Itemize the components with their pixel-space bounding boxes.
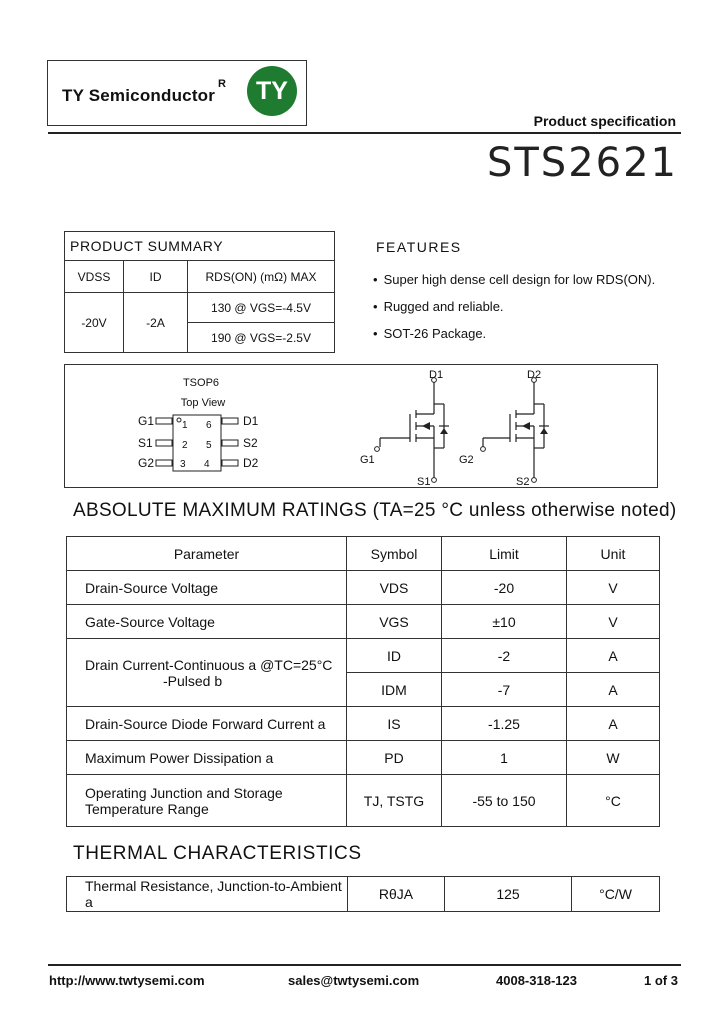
package-diagram [64,364,658,488]
limit-cell: -2 [442,639,567,673]
pin-lead [156,460,172,466]
header-unit: Unit [567,537,660,571]
pin-lead [222,418,238,424]
header-symbol: Symbol [347,537,442,571]
header-divider [48,132,681,134]
abs-max-title: ABSOLUTE MAXIMUM RATINGS (TA=25 °C unless otherwise noted) [73,500,677,521]
package-view: Top View [180,397,226,409]
vdss-value: -20V [65,293,124,353]
mosfet-1-diode [440,428,448,434]
param-cell: Drain-Source Diode Forward Current a [67,707,347,741]
product-summary-table [64,231,335,353]
table-row [67,707,660,741]
symbol-cell: IS [347,707,442,741]
feature-item: • SOT-26 Package. [373,320,655,347]
rds-value-1: 130 @ VGS=-4.5V [188,293,335,323]
col-rds: RDS(ON) (mΩ) MAX [188,261,335,293]
limit-cell: -55 to 150 [442,775,567,827]
symbol-cell: VGS [347,605,442,639]
pin-lead [222,460,238,466]
limit-cell: -7 [442,673,567,707]
param-line: Operating Junction and Storage [85,784,283,801]
limit-cell: 1 [442,741,567,775]
pin-number: 2 [182,440,188,451]
product-summary-title: PRODUCT SUMMARY [65,232,335,261]
param-cell: Gate-Source Voltage [67,605,347,639]
symbol-cell: VDS [347,571,442,605]
unit-cell: A [567,639,660,673]
limit-cell: -20 [442,571,567,605]
pin-number: 4 [204,459,210,470]
pin-label: S1 [138,436,153,450]
table-row [67,775,660,827]
pin-number: 6 [206,420,212,431]
param-line: -Pulsed b [163,672,223,689]
table-row [67,571,660,605]
features-title: FEATURES [376,239,462,255]
unit-cell: W [567,741,660,775]
company-logo: TY [247,66,297,116]
mosfet-1-symbol [380,382,449,478]
footer-divider [48,964,681,966]
node-s2 [532,478,537,483]
unit-cell: A [567,707,660,741]
pin-number: 3 [180,459,186,470]
thermal-title: THERMAL CHARACTERISTICS [73,843,362,864]
abs-max-table [66,536,660,827]
part-number: STS2621 [486,140,678,186]
footer-url[interactable]: http://www.twtysemi.com [49,973,205,988]
mosfet-1-arrow [422,422,430,430]
rds-value-2: 190 @ VGS=-2.5V [188,323,335,353]
param-cell: Drain-Source Voltage [67,571,347,605]
table-row [67,639,660,673]
param-line: Drain Current-Continuous a @TC=25°C [85,656,333,673]
param-cell [67,775,347,827]
label-g1: G1 [360,454,375,466]
feature-item: • Super high dense cell design for low RDS(ON). [373,266,655,293]
param-cell [67,639,347,707]
node-s1 [432,478,437,483]
mosfet-2-symbol [483,382,549,478]
company-name: TY Semiconductor [62,86,216,105]
limit-cell: ±10 [442,605,567,639]
unit-cell: °C/W [572,877,660,912]
pin-label: D2 [243,456,259,470]
pin-number: 5 [206,440,212,451]
table-row [67,741,660,775]
limit-cell: -1.25 [442,707,567,741]
symbol-cell: TJ, TSTG [347,775,442,827]
label-s1: S1 [417,476,431,488]
pin-label: D1 [243,414,259,428]
pin-number: 1 [182,420,188,431]
pin-label: G2 [138,456,155,470]
symbol-cell: PD [347,741,442,775]
param-line: Temperature Range [85,800,209,817]
col-id: ID [124,261,188,293]
header-limit: Limit [442,537,567,571]
unit-cell: A [567,673,660,707]
id-value: -2A [124,293,188,353]
pin-lead [156,418,172,424]
label-d1: D1 [429,369,444,381]
symbol-cell: IDM [347,673,442,707]
symbol-cell: RθJA [348,877,445,912]
mosfet-2-diode [540,428,548,434]
symbol-cell: ID [347,639,442,673]
label-d2: D2 [527,369,542,381]
mosfet-2-arrow [522,422,530,430]
product-spec-label: Product specification [533,113,676,129]
footer-email[interactable]: sales@twtysemi.com [288,973,420,988]
pin-label: S2 [243,436,258,450]
node-g2 [481,447,486,452]
table-row [67,877,660,912]
features-list [373,266,655,347]
unit-cell: V [567,605,660,639]
param-cell: Thermal Resistance, Junction-to-Ambient a [67,877,348,912]
feature-item: • Rugged and reliable. [373,293,655,320]
thermal-table [66,876,660,912]
table-row [67,605,660,639]
pin-lead [222,440,238,446]
header-parameter: Parameter [67,537,347,571]
param-cell: Maximum Power Dissipation a [67,741,347,775]
page-number: 1 of 3 [644,973,678,988]
unit-cell: V [567,571,660,605]
package-name: TSOP6 [182,377,220,389]
registered-mark: R [218,78,226,90]
label-s2: S2 [516,476,530,488]
pin1-marker [177,418,181,422]
pin-lead [156,440,172,446]
limit-cell: 125 [445,877,572,912]
footer-phone: 4008-318-123 [496,973,577,988]
label-g2: G2 [459,454,474,466]
unit-cell: °C [567,775,660,827]
node-g1 [375,447,380,452]
pin-label: G1 [138,414,155,428]
col-vdss: VDSS [65,261,124,293]
